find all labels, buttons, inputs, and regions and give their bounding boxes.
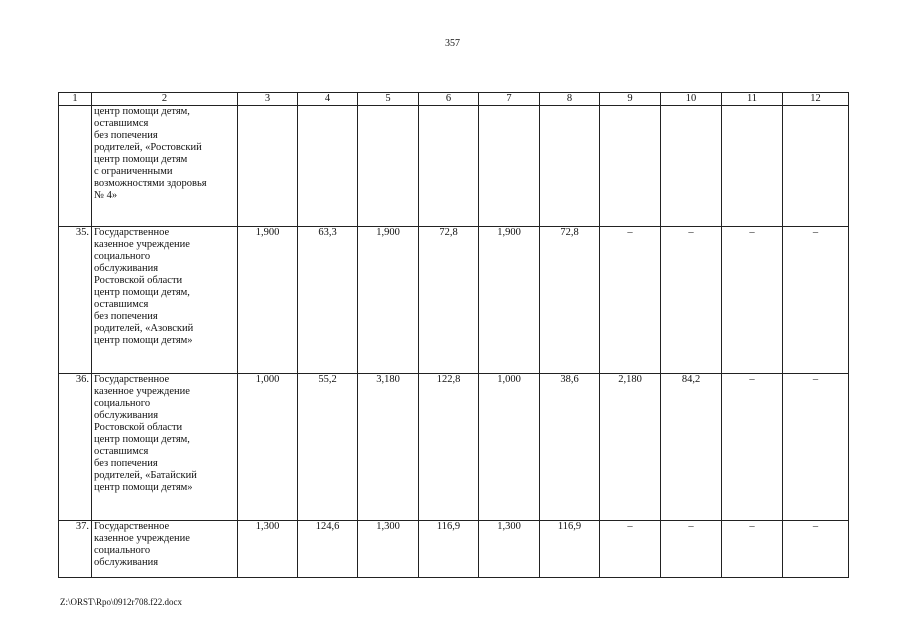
value-cell-col-7: 1,000 <box>479 374 540 521</box>
value-cell-col-12: – <box>783 374 849 521</box>
institution-name-line: Ростовской области <box>94 275 183 286</box>
institution-name-line: без попечения <box>94 130 158 141</box>
value-cell-col-4 <box>298 106 358 227</box>
header-cell: 9 <box>600 93 661 106</box>
header-cell: 8 <box>540 93 600 106</box>
institution-name-line: казенное учреждение <box>94 386 190 397</box>
institution-name-line: Ростовской области <box>94 422 183 433</box>
value-cell-col-4: 63,3 <box>298 227 358 374</box>
value-cell-col-12 <box>783 106 849 227</box>
header-cell: 5 <box>358 93 419 106</box>
institution-name-line: оставшимся <box>94 118 149 129</box>
value-cell-col-10: 84,2 <box>661 374 722 521</box>
header-cell: 1 <box>59 93 92 106</box>
institution-name-line: центр помощи детям <box>94 154 188 165</box>
institution-name-cell <box>92 374 238 521</box>
value-cell-col-3: 1,900 <box>238 227 298 374</box>
institution-name-line: возможностями здоровья <box>94 178 207 189</box>
institution-name-cell <box>92 521 238 578</box>
value-cell-col-10: – <box>661 521 722 578</box>
value-cell-col-4: 124,6 <box>298 521 358 578</box>
value-cell-col-4: 55,2 <box>298 374 358 521</box>
institution-name-line: обслуживания <box>94 557 159 568</box>
table-row <box>59 227 849 374</box>
table-row <box>59 106 849 227</box>
institution-name-line: оставшимся <box>94 299 149 310</box>
value-cell-col-12: – <box>783 521 849 578</box>
page-number: 357 <box>445 38 460 49</box>
value-cell-col-7: 1,900 <box>479 227 540 374</box>
header-cell: 3 <box>238 93 298 106</box>
row-number-cell: 35. <box>59 227 92 374</box>
institution-name-line: центр помощи детям, <box>94 434 190 445</box>
institution-name-line: казенное учреждение <box>94 533 190 544</box>
header-cell: 2 <box>92 93 238 106</box>
value-cell-col-8: 38,6 <box>540 374 600 521</box>
institution-name-line: центр помощи детям» <box>94 335 193 346</box>
institution-name-line: Государственное <box>94 374 170 385</box>
table-header-row <box>59 93 849 106</box>
value-cell-col-3: 1,000 <box>238 374 298 521</box>
value-cell-col-10: – <box>661 227 722 374</box>
value-cell-col-5 <box>358 106 419 227</box>
value-cell-col-12: – <box>783 227 849 374</box>
institution-name-line: № 4» <box>94 190 118 201</box>
value-cell-col-8: 72,8 <box>540 227 600 374</box>
institution-name-line: Государственное <box>94 227 170 238</box>
table-row <box>59 374 849 521</box>
value-cell-col-3 <box>238 106 298 227</box>
table-row <box>59 521 849 578</box>
institution-name-line: социального <box>94 545 151 556</box>
institution-name-line: Государственное <box>94 521 170 532</box>
header-cell: 10 <box>661 93 722 106</box>
institution-name-line: с ограниченными <box>94 166 173 177</box>
value-cell-col-5: 1,300 <box>358 521 419 578</box>
institution-name-line: родителей, «Азовский <box>94 323 194 334</box>
institution-name-line: обслуживания <box>94 410 159 421</box>
value-cell-col-9: 2,180 <box>600 374 661 521</box>
value-cell-col-8 <box>540 106 600 227</box>
institution-name-line: оставшимся <box>94 446 149 457</box>
row-number-cell: 37. <box>59 521 92 578</box>
header-cell: 7 <box>479 93 540 106</box>
value-cell-col-3: 1,300 <box>238 521 298 578</box>
institution-name-line: родителей, «Батайский <box>94 470 197 481</box>
value-cell-col-6: 122,8 <box>419 374 479 521</box>
value-cell-col-11: – <box>722 521 783 578</box>
institution-name-line: центр помощи детям, <box>94 287 190 298</box>
value-cell-col-6 <box>419 106 479 227</box>
value-cell-col-6: 72,8 <box>419 227 479 374</box>
value-cell-col-6: 116,9 <box>419 521 479 578</box>
value-cell-col-9: – <box>600 521 661 578</box>
header-cell: 12 <box>783 93 849 106</box>
data-table <box>58 92 849 578</box>
institution-name-line: казенное учреждение <box>94 239 190 250</box>
value-cell-col-10 <box>661 106 722 227</box>
institution-name-line: социального <box>94 251 151 262</box>
header-cell: 4 <box>298 93 358 106</box>
value-cell-col-11: – <box>722 227 783 374</box>
value-cell-col-7: 1,300 <box>479 521 540 578</box>
value-cell-col-9 <box>600 106 661 227</box>
institution-name-cell <box>92 227 238 374</box>
value-cell-col-8: 116,9 <box>540 521 600 578</box>
row-number-cell: 36. <box>59 374 92 521</box>
institution-name-line: родителей, «Ростовский <box>94 142 202 153</box>
footer-file-path: Z:\ORST\Rpo\0912r708.f22.docx <box>60 597 182 607</box>
value-cell-col-9: – <box>600 227 661 374</box>
institution-name-line: без попечения <box>94 458 158 469</box>
institution-name-line: центр помощи детям» <box>94 482 193 493</box>
value-cell-col-5: 1,900 <box>358 227 419 374</box>
header-cell: 11 <box>722 93 783 106</box>
row-number-cell <box>59 106 92 227</box>
header-cell: 6 <box>419 93 479 106</box>
value-cell-col-11: – <box>722 374 783 521</box>
value-cell-col-11 <box>722 106 783 227</box>
institution-name-line: центр помощи детям, <box>94 106 190 117</box>
institution-name-line: без попечения <box>94 311 158 322</box>
institution-name-line: социального <box>94 398 151 409</box>
institution-name-line: обслуживания <box>94 263 159 274</box>
value-cell-col-7 <box>479 106 540 227</box>
value-cell-col-5: 3,180 <box>358 374 419 521</box>
institution-name-cell <box>92 106 238 227</box>
